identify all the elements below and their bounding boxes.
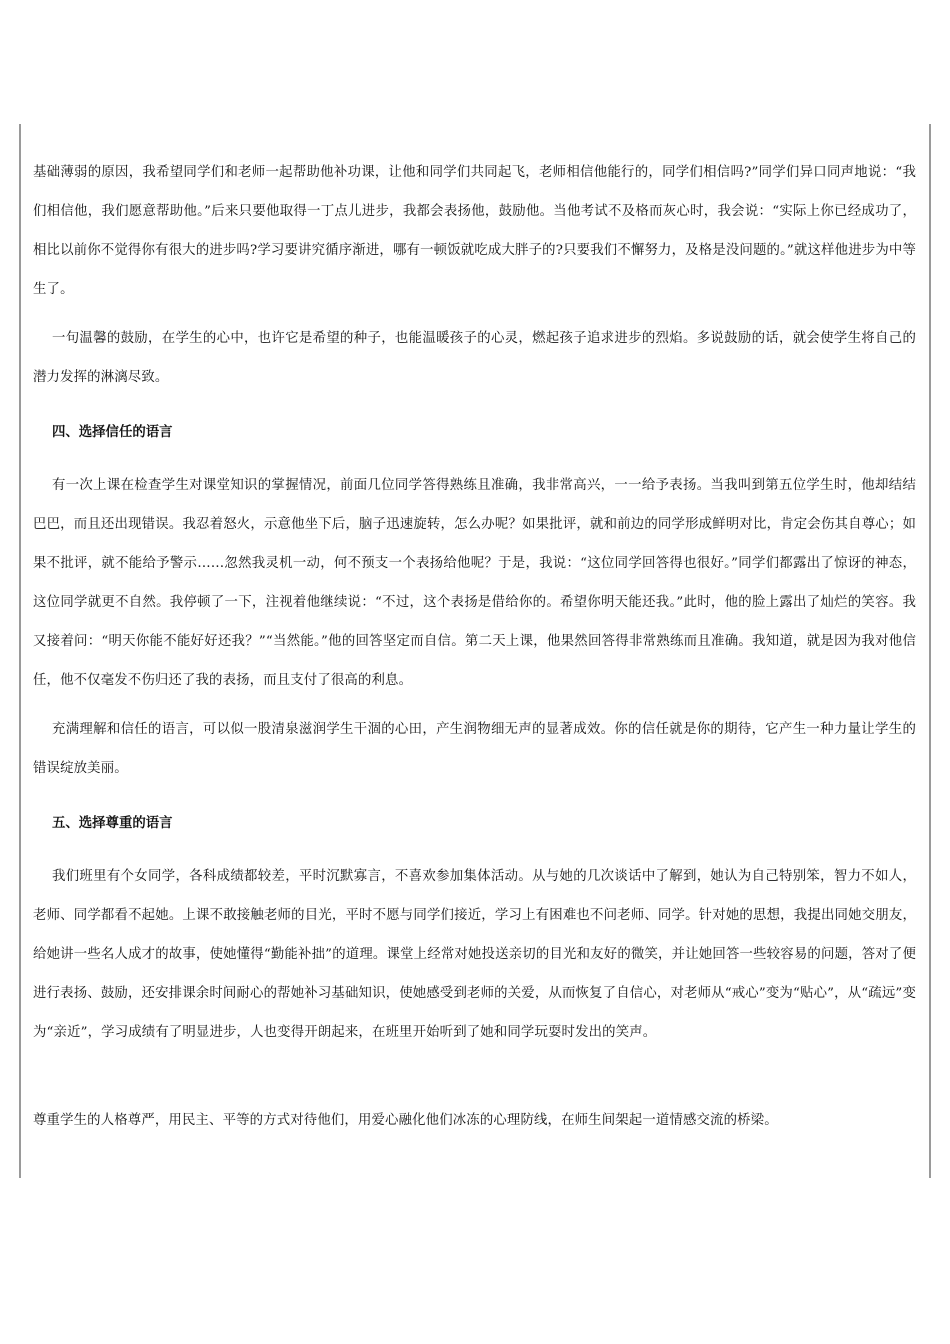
section-heading-trust: 四、选择信任的语言	[52, 424, 173, 440]
paragraph-trust-story: 有一次上课在检查学生对课堂知识的掌握情况，前面几位同学答得熟练且准确，我非常高兴，一一给予表扬。当我叫到第五位学生时，他却结结巴巴，而且还出现错误。我忍着怒火，示意他坐下后，脑子迅速旋转，怎么办呢？如果批评，就和前边的同学形成鲜明对比，肯定会伤其自尊心；如果不批评，就不能给予警示……忽然我灵机一动，何不预支一个表扬给他呢？于是，我说：“这位同学回答得也很好。”同学们都露出了惊讶的神态，这位同学就更不自然。我停顿了一下，注视着他继续说：“不过，这个表扬是借给你的。希望你明天能还我。”此时，他的脸上露出了灿烂的笑容。我又接着问：“明天你能不能好好还我？”“当然能。”他的回答坚定而自信。第二天上课，他果然回答得非常熟练而且准确。我知道，就是因为我对他信任，他不仅毫发不伤归还了我的表扬，而且支付了很高的利息。	[33, 478, 916, 688]
section-heading-respect: 五、选择尊重的语言	[52, 815, 173, 831]
paragraph-respect-story: 我们班里有个女同学，各科成绩都较差，平时沉默寡言，不喜欢参加集体活动。从与她的几次谈话中了解到，她认为自己特别笨，智力不如人，老师、同学都看不起她。上课不敢接触老师的目光，平时不愿与同学们接近，学习上有困难也不问老师、同学。针对她的思想，我提出同她交朋友，给她讲一些名人成才的故事，使她懂得“勤能补拙”的道理。课堂上经常对她投送亲切的目光和友好的微笑，并让她回答一些较容易的问题，答对了便进行表扬、鼓励，还安排课余时间耐心的帮她补习基础知识，使她感受到老师的关爱，从而恢复了自信心，对老师从“戒心”变为“贴心”，从“疏远”变为“亲近”，学习成绩有了明显进步，人也变得开朗起来，在班里开始听到了她和同学玩耍时发出的笑声。	[33, 869, 916, 1040]
right-border-line	[929, 124, 931, 1178]
paragraph-respect-summary: 尊重学生的人格尊严，用民主、平等的方式对待他们，用爱心融化他们冰冻的心理防线，在师生间架起一道情感交流的桥梁。	[33, 1113, 778, 1128]
paragraph-encouragement-story: 基础薄弱的原因，我希望同学们和老师一起帮助他补功课，让他和同学们共同起飞，老师相信他能行的，同学们相信吗?”同学们异口同声地说：“我们相信他，我们愿意帮助他。”后来只要他取得一丁点儿进步，我都会表扬他，鼓励他。当他考试不及格而灰心时，我会说：“实际上你已经成功了，相比以前你不觉得你有很大的进步吗?学习要讲究循序渐进，哪有一顿饭就吃成大胖子的?只要我们不懈努力，及格是没问题的。”就这样他进步为中等生了。	[33, 165, 916, 297]
left-border-line	[19, 124, 21, 1178]
paragraph-encouragement-summary: 一句温馨的鼓励，在学生的心中，也许它是希望的种子，也能温暖孩子的心灵，燃起孩子追求进步的烈焰。多说鼓励的话，就会使学生将自己的潜力发挥的淋漓尽致。	[33, 331, 916, 385]
paragraph-trust-summary: 充满理解和信任的语言，可以似一股清泉滋润学生干涸的心田，产生润物细无声的显著成效。你的信任就是你的期待，它产生一种力量让学生的错误绽放美丽。	[33, 722, 916, 776]
